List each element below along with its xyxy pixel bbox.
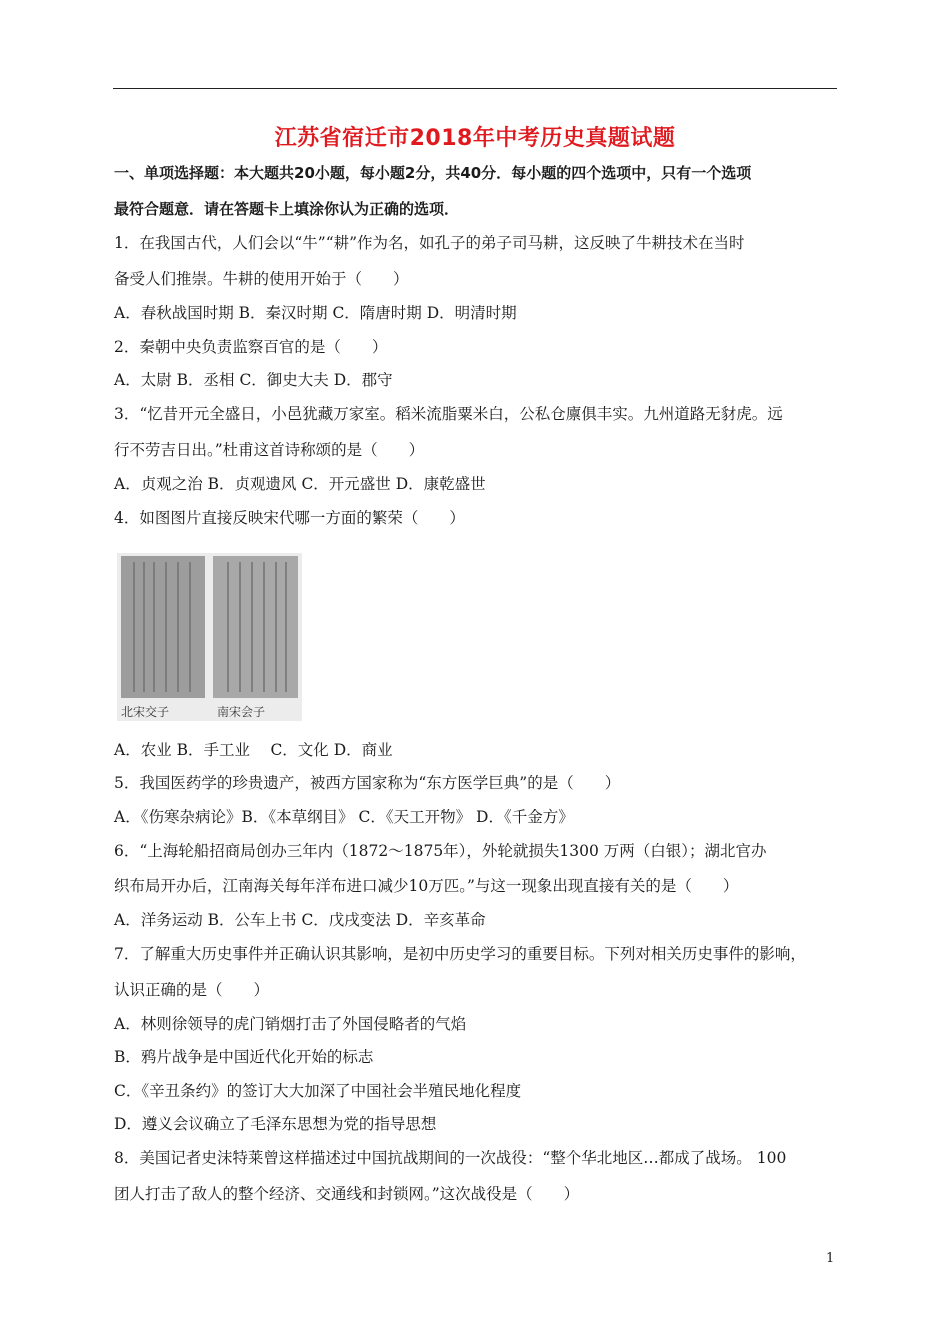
question-line: 7．了解重大历史事件并正确认识其影响，是初中历史学习的重要目标。下列对相关历史事件的影响， [114, 945, 806, 963]
question-line: 8．美国记者史沫特莱曾这样描述过中国抗战期间的一次战役：“整个华北地区…都成了战场。 100 [114, 1149, 787, 1167]
question-line: 行不劳吉日出。”杜甫这首诗称颂的是（ ） [114, 441, 425, 459]
question-line: 4．如图图片直接反映宋代哪一方面的繁荣（ ） [114, 509, 465, 527]
question-line: 备受人们推崇。牛耕的使用开始于（ ） [114, 270, 409, 288]
page-number: 1 [826, 1251, 835, 1266]
section-instruction-line-2: 最符合题意．请在答题卡上填涂你认为正确的选项． [114, 200, 460, 218]
song-paper-money-figure [117, 553, 302, 721]
header-rule [113, 88, 837, 89]
question-line: 6．“上海轮船招商局创办三年内（1872～1875年），外轮就损失1300 万两（白银）；湖北官办 [114, 842, 767, 860]
option-line: A．林则徐领导的虎门销烟打击了外国侵略者的气焰 [114, 1015, 467, 1033]
option-line: C．《辛丑条约》的签订大大加深了中国社会半殖民地化程度 [114, 1082, 522, 1100]
figure-caption-left: 北宋交子 [121, 705, 170, 719]
option-line: A．春秋战国时期 B．秦汉时期 C．隋唐时期 D．明清时期 [114, 304, 517, 322]
option-line: A．贞观之治 B．贞观遗风 C．开元盛世 D．康乾盛世 [114, 475, 486, 493]
option-line: B．鸦片战争是中国近代化开始的标志 [114, 1048, 374, 1066]
huizi-banknote-image [213, 556, 298, 698]
jiaozi-banknote-image [121, 556, 205, 698]
question-line: 5．我国医药学的珍贵遗产，被西方国家称为“东方医学巨典”的是（ ） [114, 774, 621, 792]
option-line: A．《伤寒杂病论》B．《本草纲目》 C．《天工开物》 D．《千金方》 [114, 808, 574, 826]
section-instruction-line-1: 一、单项选择题：本大题共20小题，每小题2分，共40分．每小题的四个选项中，只有一个选项 [114, 164, 752, 182]
option-line: A．农业 B．手工业 C．文化 D．商业 [114, 741, 393, 759]
question-line: 认识正确的是（ ） [114, 981, 270, 999]
figure-caption-right: 南宋会子 [217, 705, 266, 719]
option-line: D．遵义会议确立了毛泽东思想为党的指导思想 [114, 1115, 437, 1133]
question-line: 1．在我国古代，人们会以“牛”“耕”作为名，如孔子的弟子司马耕，这反映了牛耕技术在当时 [114, 234, 745, 252]
question-line: 2．秦朝中央负责监察百官的是（ ） [114, 338, 388, 356]
question-line: 团人打击了敌人的整个经济、交通线和封锁网。”这次战役是（ ） [114, 1185, 580, 1203]
page-title: 江苏省宿迁市2018年中考历史真题试题 [274, 126, 676, 151]
option-line: A．太尉 B．丞相 C．御史大夫 D．郡守 [114, 371, 393, 389]
question-line: 织布局开办后，江南海关每年洋布进口减少10万匹。”与这一现象出现直接有关的是（ ） [114, 877, 739, 895]
question-line: 3．“忆昔开元全盛日，小邑犹藏万家室。稻米流脂粟米白，公私仓廪俱丰实。九州道路无豺虎。远 [114, 405, 783, 423]
option-line: A．洋务运动 B．公车上书 C．戊戌变法 D．辛亥革命 [114, 911, 486, 929]
